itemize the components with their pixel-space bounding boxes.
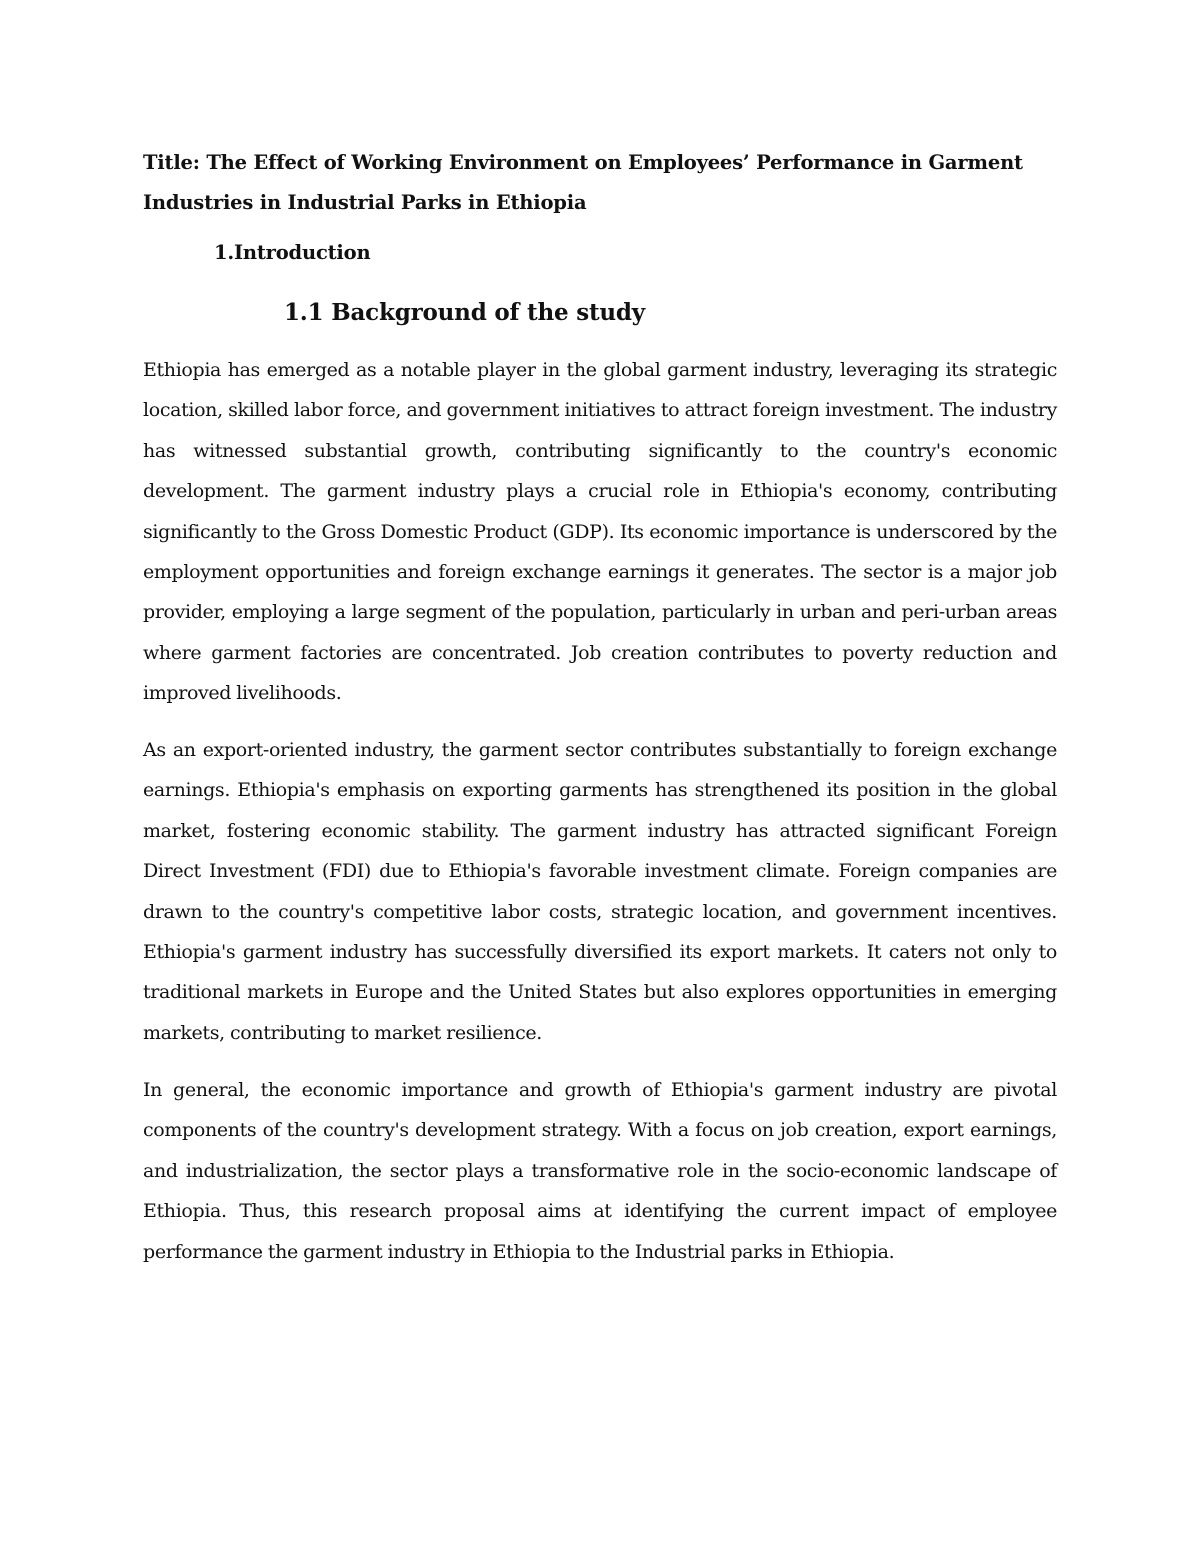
paragraph-2: As an export-oriented industry, the garment sector contributes substantially to foreign exchange earnings. Ethiopia's emphasis on exporting garments has strengthened its position in the global market, fostering economic stability. The garment industry has attracted significant Foreign Direct Investment (FDI) due to Ethiopia's favorable investment climate. Foreign companies are drawn to the country's competitive labor costs, strategic location, and government incentives. Ethiopia's garment industry has successfully diversified its export markets. It caters not only to traditional markets in Europe and the United States but also explores opportunities in emerging markets, contributing to market resilience. (143, 739, 1057, 1044)
paragraph-1: Ethiopia has emerged as a notable player in the global garment industry, leveraging its strategic location, skilled labor force, and government initiatives to attract foreign investment. The industry has witnessed substantial growth, contributing significantly to the country's economic development. The garment industry plays a crucial role in Ethiopia's economy, contributing significantly to the Gross Domestic Product (GDP). Its economic importance is underscored by the employment opportunities and foreign exchange earnings it generates. The sector is a major job provider, employing a large segment of the population, particularly in urban and peri-urban areas where garment factories are concentrated. Job creation contributes to poverty reduction and improved livelihoods. (143, 359, 1057, 705)
subsection-heading: 1.1 Background of the study (284, 299, 645, 326)
document-title: Title: The Effect of Working Environment on Employees’ Performance in Garment Industries in Industrial Parks in Ethiopia (143, 151, 1023, 214)
paragraph-3: In general, the economic importance and growth of Ethiopia's garment industry are pivotal components of the country's development strategy. With a focus on job creation, export earnings, and industrialization, the sector plays a transformative role in the socio-economic landscape of Ethiopia. Thus, this research proposal aims at identifying the current impact of employee performance the garment industry in Ethiopia to the Industrial parks in Ethiopia. (143, 1079, 1057, 1263)
section-heading: 1.Introduction (214, 241, 371, 264)
